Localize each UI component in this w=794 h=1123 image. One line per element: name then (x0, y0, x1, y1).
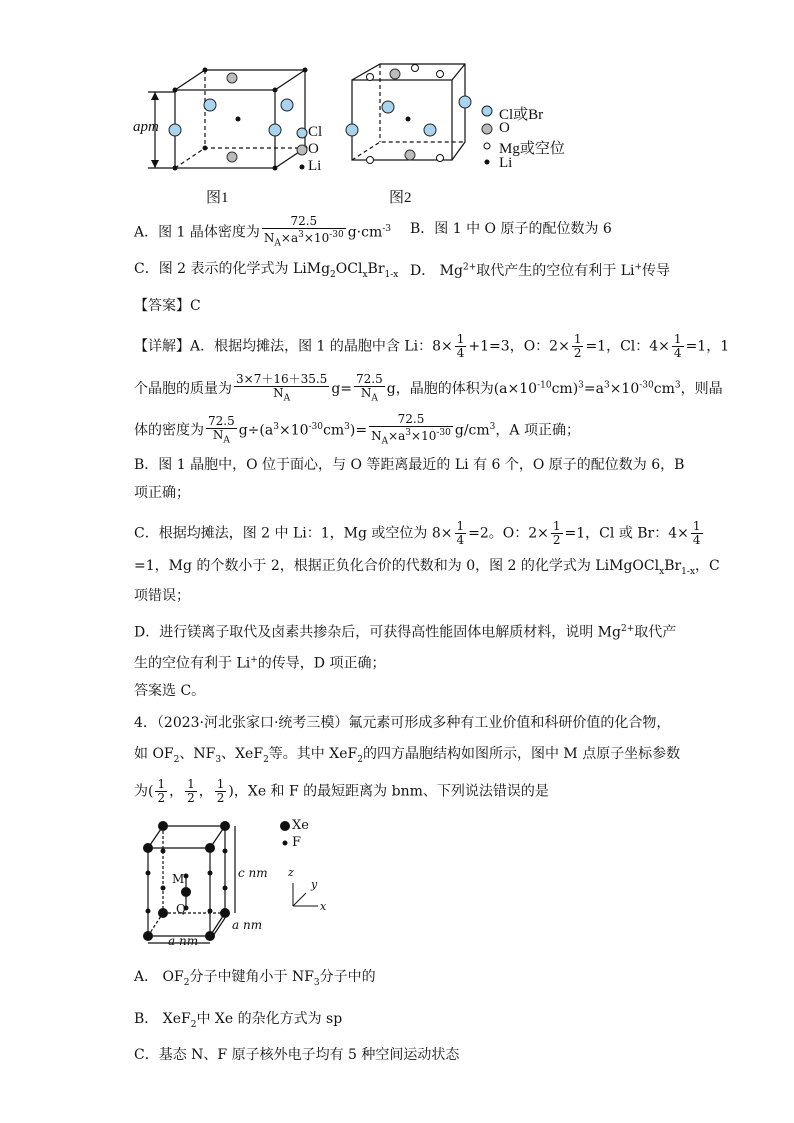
q4-line-1: 4．（2023·河北张家口·统考三模）氟元素可形成多种有工业价值和科研价值的化合物， (134, 715, 671, 731)
q4-option-b: B． XeF$_2$中 Xe 的杂化方式为 sp (134, 1011, 343, 1030)
option-a: A．图 1 晶体密度为 $\frac{72.5}{N_A\times a^3\times 10^{-30}}$ $g\cdot cm^{-3}$ (134, 214, 392, 249)
option-b: B．图 1 中 O 原子的配位数为 6 (410, 221, 612, 237)
q4-option-a: A． $OF_2$分子中键角小于 $NF_3$分子中的 (134, 969, 376, 988)
axis-x: x (320, 900, 327, 913)
legend-f: F (292, 835, 302, 850)
detail-c-2: =1，Mg 的个数小于 2，根据正负化合价的代数和为 0，图 2 的化学式为 $LiMgOCl_xBr_{1-x}$，C (134, 558, 720, 577)
q4-line-3: 为( $\frac{1}{2}$ ， $\frac{1}{2}$ ， $\frac{1}{2}$ )，Xe 和 F 的最短距离为 bnm、下列说法错误的是 (134, 777, 549, 805)
axis-y: y (311, 878, 318, 891)
detail-c-3: 项错误； (134, 588, 190, 604)
q4-option-c: C．基态 N、F 原子核外电子均有 5 种空间运动状态 (134, 1047, 460, 1063)
legend-o-2: O (499, 120, 510, 136)
label-c-nm: c nm (238, 866, 268, 880)
figure-2-caption: 图2 (389, 190, 412, 206)
detail-line-1: 【详解】A．根据均摊法，图 1 的晶胞中含 Li：8× $\frac{1}{4}$ +1=3，O：2× $\frac{1}{2}$ =1，Cl：4× $\frac{1}{4}$ =1，1 (134, 332, 730, 360)
label-q: Q (176, 902, 186, 916)
legend-xe: Xe (292, 818, 309, 833)
answer: 【答案】C (134, 298, 201, 314)
legend-cl-br: Cl或Br (499, 107, 544, 123)
axis-z: z (288, 866, 294, 879)
detail-d-2: 生的空位有利于 Li+的传导，D 项正确； (134, 655, 386, 672)
option-c: C．图 2 表示的化学式为 $LiMg_2OCl_xBr_{1-x}$ (134, 261, 399, 280)
apm-label: apm (133, 119, 159, 135)
label-a-nm-2: a nm (232, 918, 263, 932)
detail-line-2: 个晶胞的质量为 $\frac{3\times 7+16+35.5}{N_A}$ g= $\frac{72.5}{N_A}$ g，晶胞的体积为$(a\times 10^{-10}cm)^3=a^3\times 10^{-30}cm^3$，则晶 (134, 372, 723, 404)
figure-2-legend-symbols (480, 104, 494, 168)
q4-line-2: 如 $OF_2$、$NF_3$、XeF$_2$等。其中 XeF$_2$的四方晶胞结构如图所示，图中 M 点原子坐标参数 (134, 746, 681, 765)
conclusion: 答案选 C。 (134, 683, 206, 699)
legend-mg: Mg或空位 (499, 141, 565, 157)
legend-li-2: Li (499, 155, 513, 171)
detail-b-1: B．图 1 晶胞中，O 位于面心，与 O 等距离最近的 Li 有 6 个，O 原子的配位数为 6，B (134, 457, 685, 473)
legend-cl: Cl (308, 124, 323, 140)
figure-1-caption: 图1 (206, 190, 229, 206)
legend-o: O (308, 141, 319, 157)
detail-c-1: C．根据均摊法，图 2 中 Li：1，Mg 或空位为 8× $\frac{1}{4}$ =2。O：2× $\frac{1}{2}$ =1，Cl 或 Br：4× $\frac{1}{4}$ (134, 519, 701, 547)
detail-d-1: D．进行镁离子取代及卤素共掺杂后，可获得高性能固体电解质材料，说明 $Mg^{2+}$取代产 (134, 624, 677, 641)
option-d: D． $Mg^{2+}$取代产生的空位有利于 Li+传导 (410, 262, 671, 279)
label-m: M (172, 872, 185, 886)
legend-li: Li (308, 158, 322, 174)
figure-2-crystal-cell (340, 62, 480, 174)
detail-b-2: 项正确； (134, 485, 190, 501)
detail-line-3: 体的密度为 $\frac{72.5}{N_A}$ $g\div(a^3\times 10^{-30}cm^3)=$ $\frac{72.5}{N_A\times a^3\times 10^{-30}}$ $g/cm^3$，A 项正确； (134, 412, 580, 447)
label-a-nm-1: a nm (168, 934, 199, 948)
